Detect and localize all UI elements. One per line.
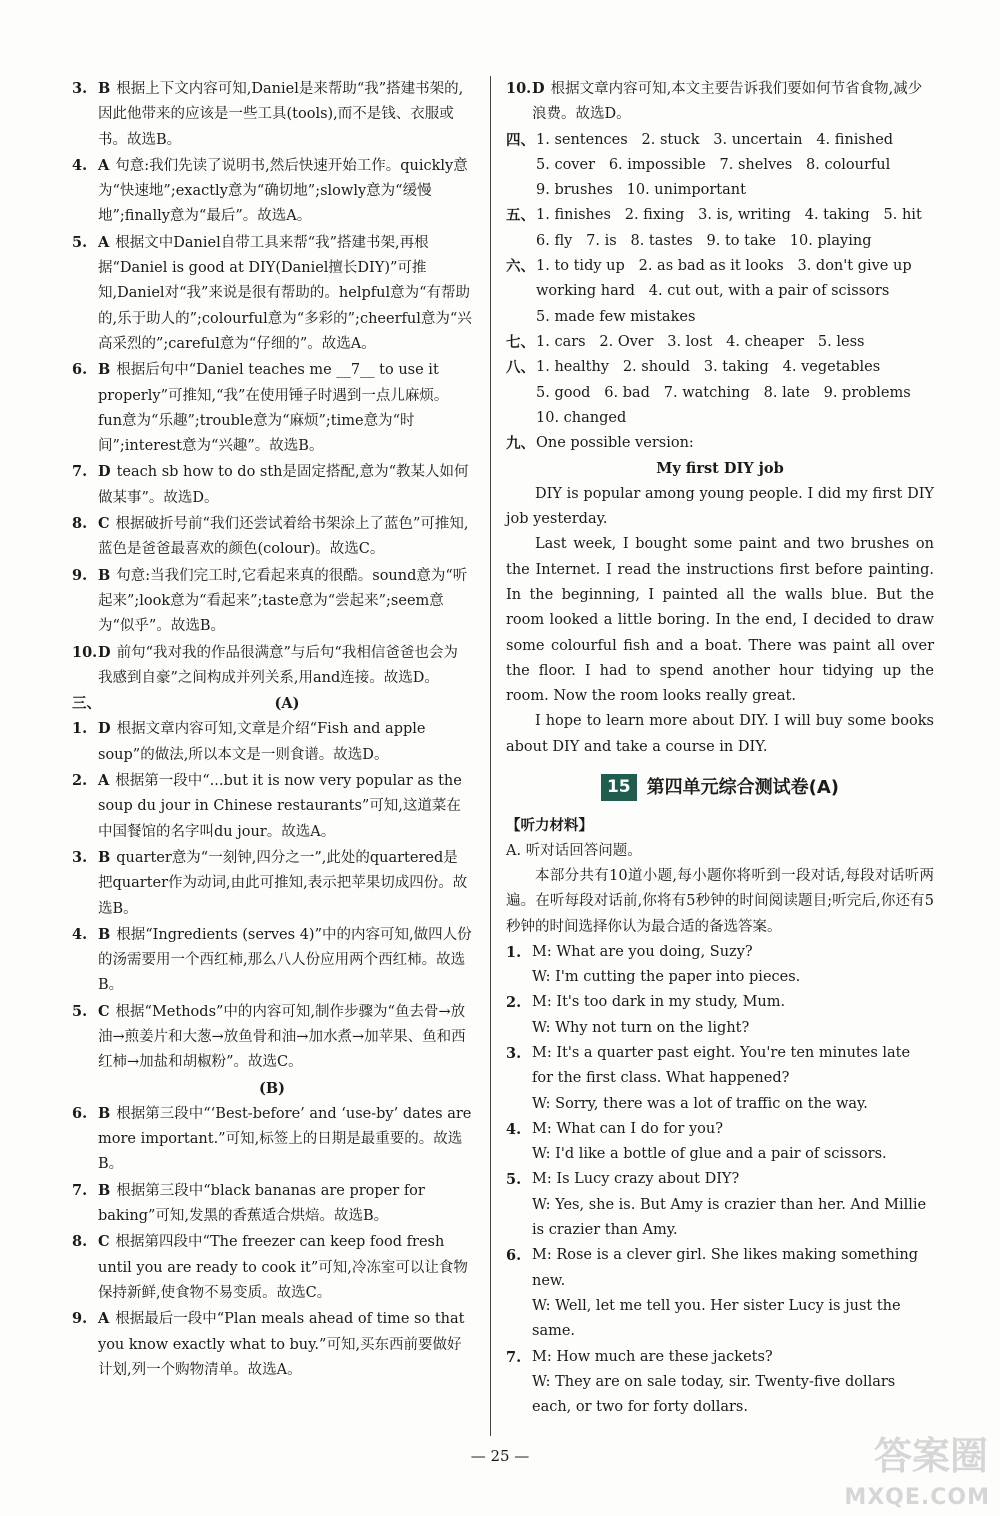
item-answer: C [98, 515, 110, 533]
item-answer: C [98, 1002, 110, 1020]
answer-item [72, 1101, 472, 1178]
answer-list-3b [72, 1101, 472, 1383]
unit-title: 第四单元综合测试卷(A) [646, 777, 840, 799]
answer-item [72, 459, 472, 511]
answer-list-part2 [72, 76, 472, 691]
item-explanation: 根据“Ingredients (serves 4)”中的内容可知,做四人份的汤需要用一个西红柿,那么八人份应用两个西红柿。故选B。 [98, 926, 472, 994]
item-number: 9. [72, 566, 88, 584]
item-explanation: quarter意为“一刻钟,四分之一”,此处的quartered是把quarter作为动词,由此可推知,表示把苹果切成四份。故选B。 [98, 849, 468, 917]
dialogue-text: M: Is Lucy crazy about DIY? [532, 1171, 740, 1188]
section-label: 六、 [506, 258, 535, 276]
watermark-logo: 答案圈 [873, 1434, 988, 1478]
fill-section [506, 128, 934, 204]
dialogue-number: 7. [506, 1348, 522, 1366]
dialogue-line [506, 1142, 934, 1167]
item-answer: D [98, 463, 111, 481]
fill-section [506, 203, 934, 254]
dialogue-line [506, 1117, 934, 1142]
item-number: 6. [72, 361, 88, 379]
section-9 [506, 431, 934, 456]
dialogue-text: M: What are you doing, Suzy? [532, 943, 753, 960]
essay-paragraph: I hope to learn more about DIY. I will buy some books about DIY and take a course in DIY. [506, 713, 934, 755]
dialogue-line [506, 1243, 934, 1294]
answer-item [72, 640, 472, 692]
item-number: 7. [72, 463, 88, 481]
item-explanation: 根据第三段中“‘Best-before’ and ‘use-by’ dates are more important.”可知,标签上的日期是最重要的。故选B。 [98, 1105, 472, 1173]
essay-paragraph: Last week, I bought some paint and two brushes on the Internet. I read the instructions first before painting. In the beginning, I painted all the walls blue. But the room looked a little boring. In the end, I decided to draw some colourful fish and a boat. There was paint all over the floor. I had to spend another hour tidying up the room. Now the room looks really great. [506, 536, 934, 705]
essay-intro: One possible version: [536, 435, 694, 452]
item-explanation: 根据“Methods”中的内容可知,制作步骤为“鱼去骨→放油→煎姜片和大葱→放鱼骨和油→加水煮→加苹果、鱼和西红柿→加盐和胡椒粉”。故选C。 [98, 1003, 466, 1071]
page-number: — 25 — [470, 1447, 530, 1465]
subsection-b-label: (B) [259, 1079, 285, 1097]
item-explanation: 前句“我对我的作品很满意”与后句“我相信爸爸也会为我感到自豪”之间构成并列关系,用and连接。故选D。 [98, 644, 458, 686]
dialogue-number: 3. [506, 1044, 522, 1062]
dialogue-text: W: Why not turn on the light? [532, 1019, 750, 1036]
item-number: 1. [72, 720, 88, 738]
item-answer: A [98, 1310, 110, 1328]
dialogue-text: M: It's a quarter past eight. You're ten minutes late for the first class. What happened? [532, 1044, 911, 1087]
item-number: 9. [72, 1310, 88, 1328]
dialogue-line [506, 1167, 934, 1192]
dialogue-number: 6. [506, 1247, 522, 1265]
item-explanation: 根据文中Daniel自带工具来帮“我”搭建书架,再根据“Daniel is good at DIY(Daniel擅长DIY)”可推知,Daniel对“我”来说是很有帮助的。helpful意为“有帮助的,乐于助人的”;colourful意为“多彩的”;cheerful意为“兴高采烈的”;careful意为“仔细的”。故选A。 [98, 234, 472, 352]
item-explanation: 根据第三段中“black bananas are proper for baking”可知,发黑的香蕉适合烘焙。故选B。 [98, 1182, 425, 1225]
answer-item [72, 357, 472, 459]
answer-item [72, 230, 472, 357]
item-explanation: 根据最后一段中“Plan meals ahead of time so that you know exactly what to buy.”可知,买东西前要做好计划,列一个购物清单。故选A。 [98, 1311, 465, 1378]
item-explanation: 根据第一段中“...but it is now very popular as the soup du jour in Chinese restaurants”可知,这道菜在中国餐馆的名字叫du jour。故选A。 [98, 773, 462, 840]
item-answer: B [98, 361, 111, 379]
dialogue-line [506, 1345, 934, 1370]
item-explanation: 根据第四段中“The freezer can keep food fresh until you are ready to cook it”可知,冷冻室可以让食物保持新鲜,使食物不易变质。故选C。 [98, 1234, 468, 1301]
answer-item [72, 76, 472, 153]
item-explanation: 根据上下文内容可知,Daniel是来帮助“我”搭建书架的,因此他带来的应该是一些工具(tools),而不是钱、衣服或书。故选B。 [98, 81, 464, 148]
fill-answer-line: 1. healthy 2. should 3. taking 4. vegetables [536, 359, 881, 376]
fill-section [506, 355, 934, 431]
fill-answer-line: 5. made few mistakes [536, 308, 696, 325]
column-divider [490, 76, 491, 1436]
item-answer: A [98, 156, 110, 174]
dialogue-text: W: Well, let me tell you. Her sister Lucy is just the same. [532, 1297, 901, 1340]
answer-list-3a [72, 716, 472, 1075]
dialogue-line [506, 1370, 934, 1421]
dialogue-line [506, 1016, 934, 1041]
item-answer: B [98, 80, 111, 97]
answer-item [72, 768, 472, 845]
item-answer: B [98, 925, 111, 943]
item-number: 10. [72, 643, 98, 661]
dialogue-text: M: What can I do for you? [532, 1120, 724, 1137]
item-answer: A [98, 772, 110, 790]
dialogue-number: 4. [506, 1120, 522, 1138]
listening-tag: 【听力材料】 [506, 817, 593, 835]
item-answer: B [98, 1104, 111, 1122]
section-a-title: A. 听对话回答问题。 [506, 842, 642, 859]
essay-body [506, 482, 934, 760]
unit-heading [506, 774, 934, 801]
dialogue-line [506, 965, 934, 990]
subsection-a-label: (A) [274, 695, 300, 713]
fill-answer-line: working hard 4. cut out, with a pair of scissors [536, 283, 890, 300]
left-column [72, 76, 472, 1383]
right-column [506, 76, 934, 1420]
dialogue-text: M: It's too dark in my study, Mum. [532, 994, 786, 1011]
fill-answer-line: 1. sentences 2. stuck 3. uncertain 4. finished [536, 131, 894, 148]
item-number: 2. [72, 772, 88, 790]
fill-answer-line: 5. good 6. bad 7. watching 8. late 9. problems [536, 384, 911, 401]
dialogue-line [506, 940, 934, 965]
dialogue-text: W: They are on sale today, sir. Twenty-five dollars each, or two for forty dollars. [532, 1373, 896, 1416]
item-answer: C [98, 1233, 110, 1251]
item-number: 6. [72, 1104, 88, 1122]
fill-section [506, 254, 934, 330]
section-label: 九、 [506, 435, 535, 453]
dialogue-line [506, 1294, 934, 1345]
answer-item [72, 1229, 472, 1306]
section-label: 三、 [72, 695, 101, 713]
dialogue-text: W: I'd like a bottle of glue and a pair of scissors. [532, 1146, 887, 1163]
essay-title: My first DIY job [656, 460, 784, 478]
item-explanation: teach sb how to do sth是固定搭配,意为“教某人如何做某事”。故选D。 [98, 464, 469, 506]
section-label: 八、 [506, 359, 535, 377]
item-answer: D [532, 80, 545, 97]
item-number: 4. [72, 925, 88, 943]
section-a-description: 本部分共有10道小题,每小题你将听到一段对话,每段对话听两遍。在听每段对话前,你将有5秒钟的时间阅读题目;听完后,你还有5秒钟的时间选择你认为最合适的备选答案。 [506, 867, 934, 935]
dialogue-list [506, 940, 934, 1421]
dialogue-text: M: How much are these jackets? [532, 1348, 773, 1365]
item-number: 5. [72, 1002, 88, 1020]
fill-section [506, 330, 934, 355]
item-answer: B [98, 848, 111, 866]
item-number: 8. [72, 1233, 88, 1251]
fill-answer-line: 9. brushes 10. unimportant [536, 182, 746, 199]
answer-item [72, 563, 472, 640]
answer-item [72, 845, 472, 922]
item-explanation: 根据文章内容可知,文章是介绍“Fish and apple soup”的做法,所以本文是一则食谱。故选D。 [98, 721, 426, 763]
dialogue-line [506, 1193, 934, 1244]
item-answer: D [98, 643, 111, 661]
answer-item [72, 716, 472, 768]
item-number: 7. [72, 1181, 88, 1199]
item-explanation: 句意:我们先读了说明书,然后快速开始工作。quickly意为“快速地”;exactly意为“确切地”;slowly意为“缓慢地”;finally意为“最后”。故选A。 [98, 157, 468, 225]
fill-answer-line: 6. fly 7. is 8. tastes 9. to take 10. playing [536, 232, 872, 249]
answer-item [72, 153, 472, 230]
answer-item [72, 922, 472, 999]
item-explanation: 根据文章内容可知,本文主要告诉我们要如何节省食物,减少浪费。故选D。 [532, 81, 923, 123]
fill-answer-line: 5. cover 6. impossible 7. shelves 8. colourful [536, 156, 891, 173]
item-explanation: 根据后句中“Daniel teaches me __7__ to use it properly”可推知,“我”在使用锤子时遇到一点儿麻烦。fun意为“乐趣”;trouble意为“麻烦”;time意为“时间”;interest意为“兴趣”。故选B。 [98, 362, 449, 455]
answer-item [72, 1306, 472, 1383]
dialogue-line [506, 1092, 934, 1117]
dialogue-text: W: Yes, she is. But Amy is crazier than her. And Millie is crazier than Amy. [532, 1196, 927, 1239]
item-number: 10. [506, 80, 532, 97]
dialogue-number: 1. [506, 943, 522, 961]
item-answer: D [98, 720, 111, 738]
unit-number-badge: 15 [601, 774, 637, 801]
section-label: 四、 [506, 131, 535, 149]
fill-answer-line: 1. finishes 2. fixing 3. is, writing 4. taking 5. hit [536, 207, 922, 224]
dialogue-line [506, 1041, 934, 1092]
item-answer: A [98, 233, 110, 251]
dialogue-text: W: I'm cutting the paper into pieces. [532, 969, 801, 986]
item-explanation: 句意:当我们完工时,它看起来真的很酷。sound意为“听起来”;look意为“看起来”;taste意为“尝起来”;seem意为“似乎”。故选B。 [98, 567, 468, 635]
fill-answer-line: 10. changed [536, 409, 627, 426]
answer-item [506, 76, 934, 128]
item-explanation: 根据破折号前“我们还尝试着给书架涂上了蓝色”可推知,蓝色是爸爸最喜欢的颜色(colour)。故选C。 [98, 516, 469, 558]
item-number: 5. [72, 233, 88, 251]
answer-item [72, 511, 472, 563]
answer-item [72, 999, 472, 1076]
item-number: 3. [72, 848, 88, 866]
item-number: 3. [72, 80, 88, 97]
item-answer: B [98, 566, 111, 584]
essay-paragraph: DIY is popular among young people. I did my first DIY job yesterday. [506, 485, 934, 528]
section-label: 七、 [506, 333, 535, 351]
fill-answer-line: 1. to tidy up 2. as bad as it looks 3. don't give up [536, 258, 912, 275]
item-number: 8. [72, 515, 88, 533]
section-label: 五、 [506, 207, 535, 225]
dialogue-text: M: Rose is a clever girl. She likes making something new. [532, 1247, 919, 1289]
item-number: 4. [72, 156, 88, 174]
watermark-url: MXQE.COM [844, 1485, 990, 1510]
dialogue-line [506, 990, 934, 1015]
dialogue-number: 5. [506, 1171, 522, 1189]
section-3 [72, 691, 472, 716]
fill-answer-line: 1. cars 2. Over 3. lost 4. cheaper 5. less [536, 333, 865, 350]
answer-item [72, 1178, 472, 1230]
fill-in-answers [506, 128, 934, 432]
item-answer: B [98, 1181, 111, 1199]
dialogue-text: W: Sorry, there was a lot of traffic on the way. [532, 1095, 868, 1112]
dialogue-number: 2. [506, 994, 522, 1012]
